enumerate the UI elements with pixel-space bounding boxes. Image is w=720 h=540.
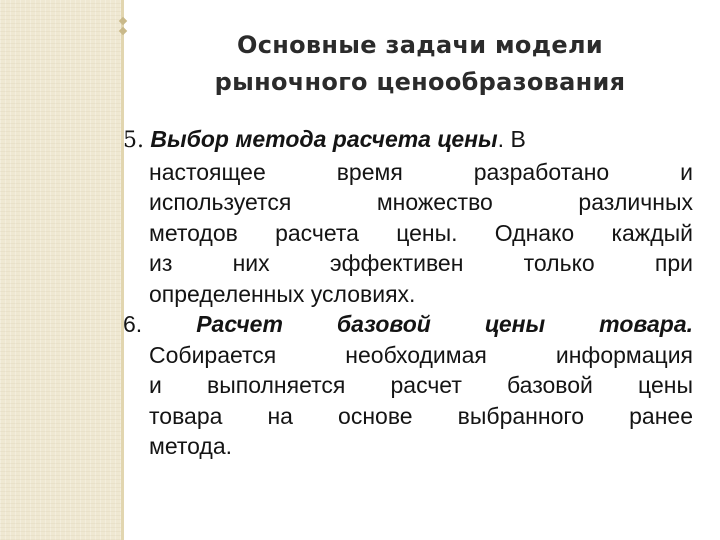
item-6-text-line-4: метода. xyxy=(149,433,233,459)
item-5-text-line-5: определенных условиях. xyxy=(149,280,416,307)
item-6-text-line-2: и выполняется расчет базовой цены xyxy=(149,372,693,398)
item-5-text-line-3: методов расчета цены. Однако каждый xyxy=(149,219,693,246)
slide-body xyxy=(123,124,693,462)
item-6-heading: Расчет базовой цены товара. xyxy=(196,311,693,337)
item-6-number: 6. xyxy=(123,311,143,337)
item-5-text-line-4: из них эффективен только при xyxy=(149,250,693,276)
item-6-first-line xyxy=(123,309,693,340)
decorative-ornament-icon xyxy=(120,18,130,36)
item-5-text-line-1: настоящее время разработано и xyxy=(149,158,693,185)
slide-title xyxy=(150,27,690,101)
item-5-first-line xyxy=(123,124,693,157)
item-5-text-line-2: используется множество различных xyxy=(149,189,693,215)
item-5-heading: Выбор метода расчета цены xyxy=(150,126,498,152)
slide-title-line-2: рыночного ценообразования xyxy=(214,68,626,96)
slide-title-line-1: Основные задачи модели xyxy=(237,31,603,59)
decorative-side-strip xyxy=(0,0,121,540)
item-5-number: 5. xyxy=(123,128,144,153)
item-5-heading-tail: . В xyxy=(497,126,526,152)
item-6-text-line-3: товара на основе выбранного ранее xyxy=(149,402,693,429)
item-6-text-line-1: Собирается необходимая информация xyxy=(149,341,693,368)
